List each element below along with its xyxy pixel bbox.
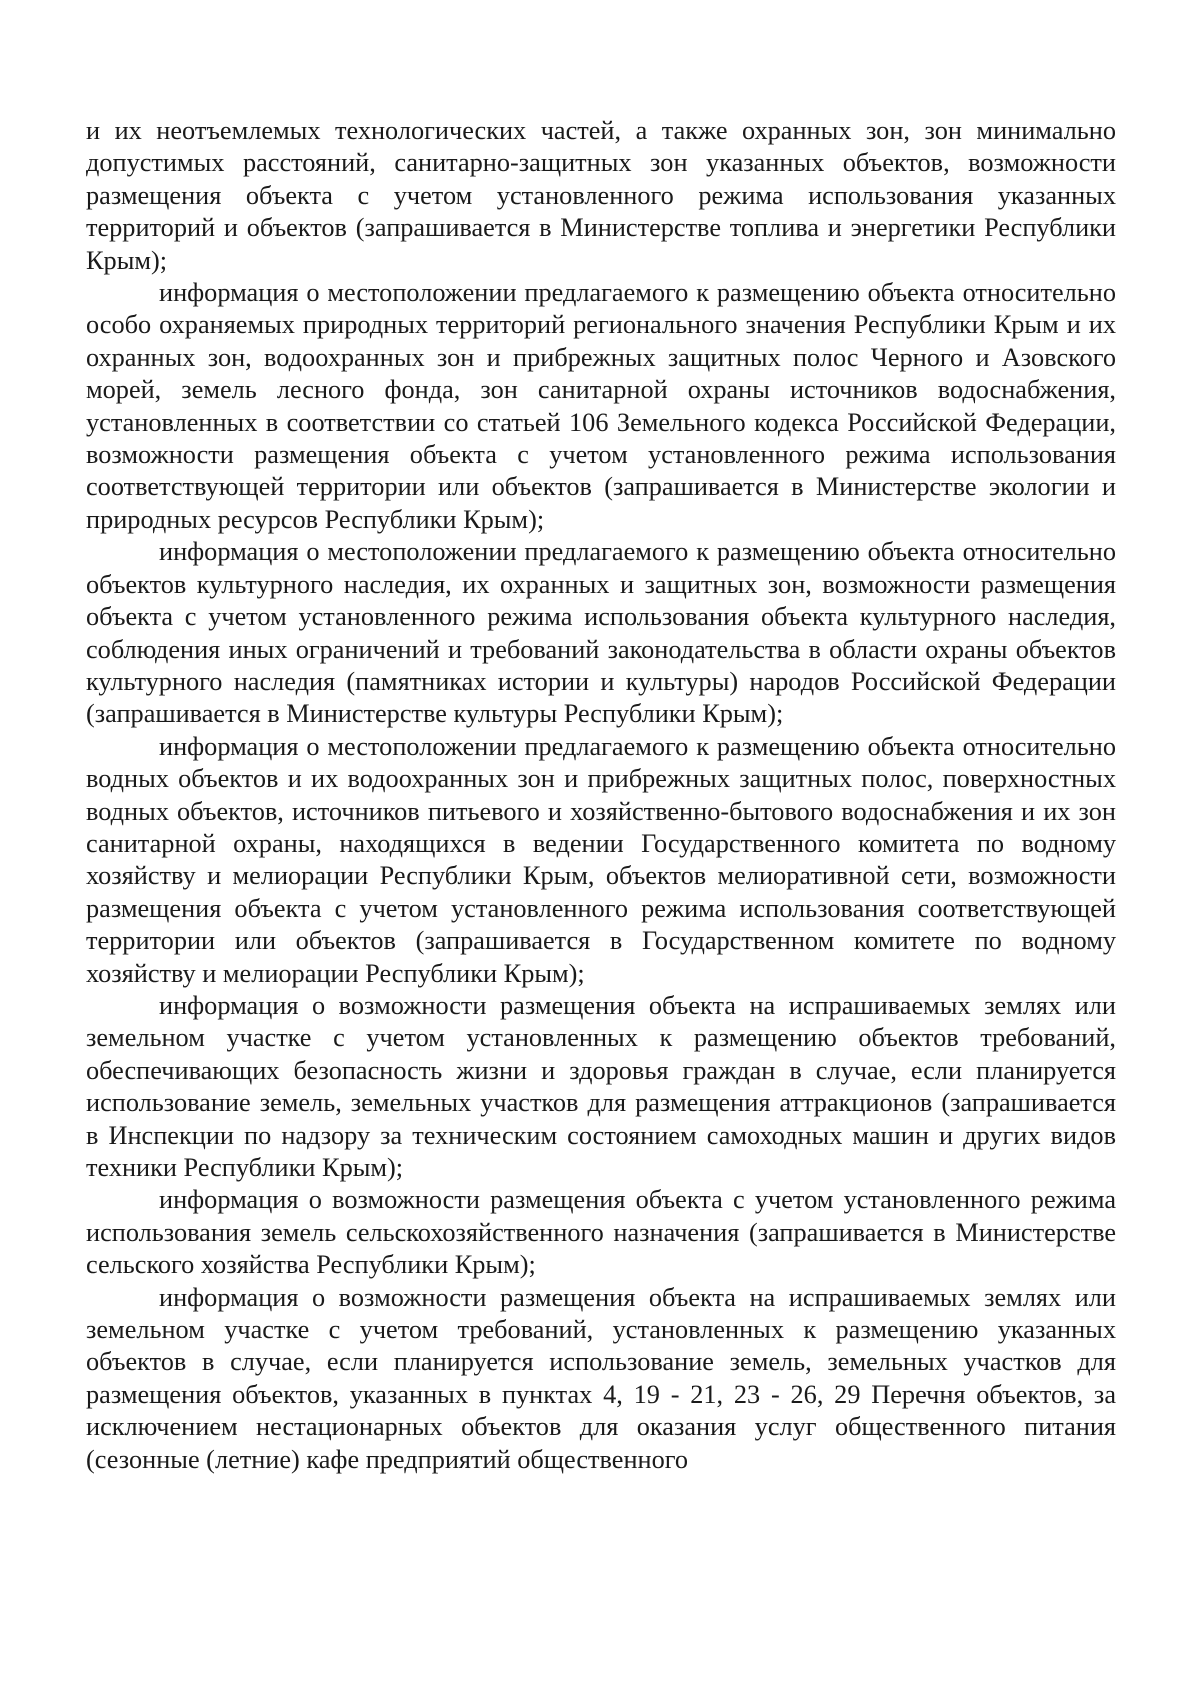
paragraph-4: информация о местоположении предлагаемого к размещению объекта относительно водных объектов и их водоохранных зон и прибрежных защитных полос, поверхностных водных объектов, источников питьевого и хозяйственно-бытового водоснабжения и их зон санитарной охраны, находящихся в ведении Государственного комитета по водному хозяйству и мелиорации Республики Крым, объектов мелиоративной сети, возможности размещения объекта с учетом установленного режима использования соответствующей территории или объектов (запрашивается в Государственном комитете по водному хозяйству и мелиорации Республики Крым); xyxy=(86,731,1116,988)
paragraph-5: информация о возможности размещения объекта на испрашиваемых землях или земельном участке с учетом установленных к размещению объектов требований, обеспечивающих безопасность жизни и здоровья граждан в случае, если планируется использование земель, земельных участков для размещения аттракционов (запрашивается в Инспекции по надзору за техническим состоянием самоходных машин и других видов техники Республики Крым); xyxy=(86,990,1116,1182)
paragraph-1: и их неотъемлемых технологических частей, а также охранных зон, зон минимально допустимых расстояний, санитарно-защитных зон указанных объектов, возможности размещения объекта с учетом установленного режима использования указанных территорий и объектов (запрашивается в Министерстве топлива и энергетики Республики Крым); xyxy=(86,116,1116,275)
paragraph-6: информация о возможности размещения объекта с учетом установленного режима использования земель сельскохозяйственного назначения (запрашивается в Министерстве сельского хозяйства Республики Крым); xyxy=(86,1185,1116,1280)
document-body xyxy=(86,115,1116,1476)
paragraph-7: информация о возможности размещения объекта на испрашиваемых землях или земельном участке с учетом требований, установленных к размещению указанных объектов в случае, если планируется использование земель, земельных участков для размещения объектов, указанных в пунктах 4, 19 - 21, 23 - 26, 29 Перечня объектов, за исключением нестационарных объектов для оказания услуг общественного питания (сезонные (летние) кафе предприятий общественного xyxy=(86,1282,1116,1474)
paragraph-2: информация о местоположении предлагаемого к размещению объекта относительно особо охраняемых природных территорий регионального значения Республики Крым и их охранных зон, водоохранных зон и прибрежных защитных полос Черного и Азовского морей, земель лесного фонда, зон санитарной охраны источников водоснабжения, установленных в соответствии со статьей 106 Земельного кодекса Российской Федерации, возможности размещения объекта с учетом установленного режима использования соответствующей территории или объектов (запрашивается в Министерстве экологии и природных ресурсов Республики Крым); xyxy=(86,278,1116,534)
paragraph-3: информация о местоположении предлагаемого к размещению объекта относительно объектов культурного наследия, их охранных и защитных зон, возможности размещения объекта с учетом установленного режима использования объекта культурного наследия, соблюдения иных ограничений и требований законодательства в области охраны объектов культурного наследия (памятниках истории и культуры) народов Российской Федерации (запрашивается в Министерстве культуры Республики Крым); xyxy=(86,537,1116,729)
